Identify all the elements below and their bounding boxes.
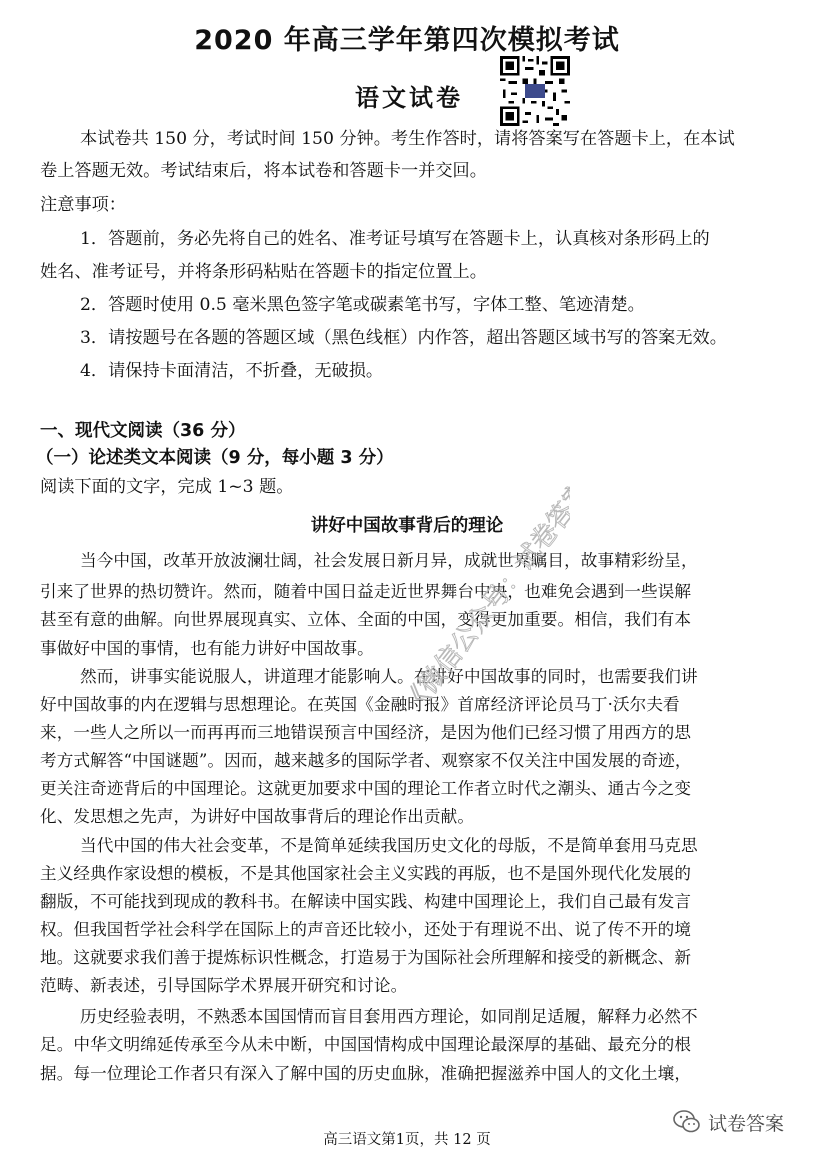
notice-item-4: 4．请保持卡面清洁，不折叠，无破损。 [80,361,384,381]
article-line: 据。每一位理论工作者只有深入了解中国的历史血脉，准确把握滋养中国人的文化土壤， [40,1064,692,1083]
section-prompt: 阅读下面的文字，完成 1~3 题。 [40,477,294,497]
article-line: 考方式解答“中国谜题”。因而，越来越多的国际学者、观察家不仅关注中国发展的奇迹， [40,751,692,770]
article-title: 讲好中国故事背后的理论 [310,516,504,536]
qr-code-icon [500,56,570,126]
article-line: 事做好中国的事情，也有能力讲好中国故事。 [40,639,374,658]
article-line: 翻版，不可能找到现成的教科书。在解读中国实践、构建中国理论上，我们自己最有发言 [40,892,692,911]
article-line: 主义经典作家设想的模板，不是其他国家社会主义实践的再版，也不是国外现代化发展的 [40,864,692,883]
article-line: 化、发思想之先声，为讲好中国故事背后的理论作出贡献。 [40,807,475,826]
intro-line-1: 本试卷共 150 分，考试时间 150 分钟。考生作答时，请将答案写在答题卡上，在本试 [80,129,735,149]
article-line: 更关注奇迹背后的中国理论。这就更加要求中国的理论工作者立时代之潮头、通古今之变 [40,779,692,798]
notice-item-1a: 1．答题前，务必先将自己的姓名、准考证号填写在答题卡上，认真核对条形码上的 [80,229,710,249]
article-line: 好中国故事的内在逻辑与思想理论。在英国《金融时报》首席经济评论员马丁·沃尔夫看 [40,695,680,714]
article-line: 当代中国的伟大社会变革，不是简单延续我国历史文化的母版，不是简单套用马克思 [80,836,698,855]
article-line: 范畴、新表述，引导国际学术界展开研究和讨论。 [40,976,408,995]
article-line: 足。中华文明绵延传承至今从未中断，中国国情构成中国理论最深厚的基础、最充分的根 [40,1035,692,1054]
intro-line-2: 卷上答题无效。考试结束后，将本试卷和答题卡一并交回。 [40,161,487,181]
article-line: 引来了世界的热切赞许。然而，随着中国日益走近世界舞台中央，也难免会遇到一些误解 [40,582,692,601]
brand-text: 试卷答案 [708,1112,785,1135]
section-subheading: （一）论述类文本阅读（9 分，每小题 3 分） [36,448,394,468]
exam-subtitle: 语文试卷 [355,83,463,112]
article-line: 权。但我国哲学社会科学在国际上的声音还比较小，还处于有理说不出、说了传不开的境 [40,920,692,939]
notice-item-1b: 姓名、准考证号，并将条形码粘贴在答题卡的指定位置上。 [40,262,487,282]
notice-item-3: 3．请按题号在各题的答题区域（黑色线框）内作答，超出答题区域书写的答案无效。 [80,328,727,348]
article-line: 来，一些人之所以一而再再而三地错误预言中国经济，是因为他们已经习惯了用西方的思 [40,723,692,742]
article-line: 地。这就要求我们善于提炼标识性概念，打造易于为国际社会所理解和接受的新概念、新 [40,948,692,967]
section-heading: 一、现代文阅读（36 分） [40,421,246,441]
article-line: 然而，讲事实能说服人，讲道理才能影响人。在讲好中国故事的同时，也需要我们讲 [80,667,698,686]
article-line: 当今中国，改革开放波澜壮阔，社会发展日新月异，成就世界瞩目，故事精彩纷呈， [80,551,698,570]
notice-label: 注意事项： [40,195,126,215]
article-line: 历史经验表明，不熟悉本国国情而盲目套用西方理论，如同削足适履，解释力必然不 [80,1007,698,1026]
notice-item-2: 2．答题时使用 0.5 毫米黑色签字笔或碳素笔书写，字体工整、笔迹清楚。 [80,295,645,315]
article-line: 甚至有意的曲解。向世界展现真实、立体、全面的中国，变得更加重要。相信，我们有本 [40,610,692,629]
exam-title: 2020 年高三学年第四次模拟考试 [194,25,620,56]
page-footer: 高三语文第1页，共 12 页 [323,1132,491,1148]
watermark-stamp-text: 《微信公众号：试卷答案》 [397,460,570,700]
